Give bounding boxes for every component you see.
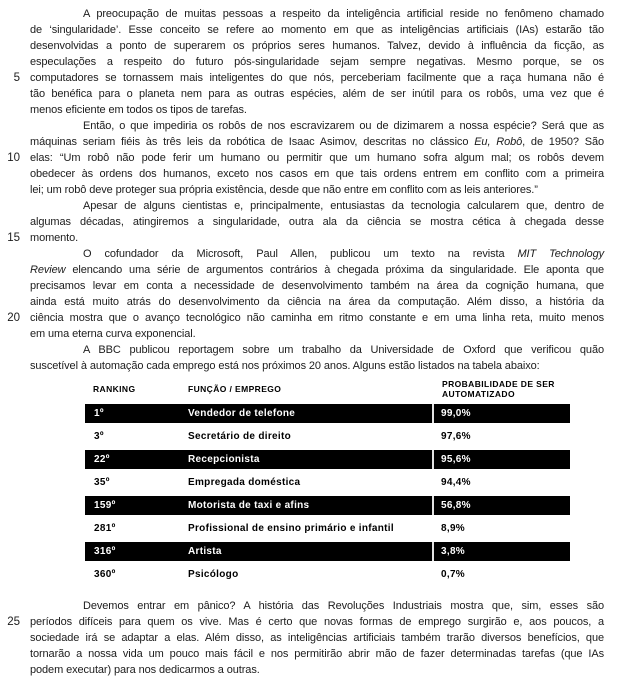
paragraph (7, 118, 604, 198)
table-row (85, 471, 570, 494)
text-line (7, 230, 604, 246)
text-line (7, 614, 604, 630)
table-cell-probability: 8,9% (441, 523, 465, 534)
text-run: A preocupação de muitas pessoas a respeito da inteligência artificial reside no fenômeno chamado (83, 8, 604, 20)
text-run: de ‘singularidade’. Esse conceito se refere ao momento em que as inteligências artificiais (IAs) estarão tão (30, 24, 604, 36)
table-cell-ranking: 281º (94, 523, 116, 534)
paragraph (7, 198, 604, 246)
text-line (30, 198, 604, 214)
table-row (85, 496, 570, 515)
table-cell-probability: 94,4% (441, 477, 471, 488)
text-run: podem executar) para nos dedicarmos a outras. (30, 664, 260, 676)
table-cell-job: Empregada doméstica (188, 477, 301, 488)
text-line (30, 262, 604, 278)
text-line (30, 662, 604, 678)
table-cell-probability: 0,7% (441, 569, 465, 580)
text-run: períodos difíceis para quem os vive. Mas é certo que novas formas de emprego surgirão e, aos poucos, a (30, 616, 604, 628)
margin-line-number: 10 (7, 152, 20, 164)
text-line (30, 326, 604, 342)
table-header-probability: PROBABILIDADE DE SER AUTOMATIZADO (442, 378, 555, 399)
table-row (85, 425, 570, 448)
paragraph (7, 246, 604, 342)
table-cell-ranking: 35º (94, 477, 110, 488)
text-line (30, 646, 604, 662)
text-run: Então, o que impediria os robôs de nos escravizarem ou de dizimarem a nossa espécie? Será que as (83, 120, 604, 132)
table-row (85, 404, 570, 423)
automation-probability-table (85, 376, 570, 586)
table-cell-job: Motorista de taxi e afins (188, 500, 310, 511)
text-run: especulações a respeito do futuro pós-singularidade sejam sempre negativas. Mesmo porque, se os (30, 56, 604, 68)
italic-text-run: MIT Technology (517, 248, 604, 260)
table-row (85, 542, 570, 561)
table-rows (85, 404, 570, 586)
text-line (30, 294, 604, 310)
table-cell-probability: 56,8% (432, 496, 570, 515)
text-line (30, 118, 604, 134)
text-run: tornarão a nossa vida um pouco mais fácil e nos permitirão abrir mão de fazer determinadas tarefas (que IAs (30, 648, 604, 660)
paragraph (30, 342, 604, 374)
text-line (30, 38, 604, 54)
table-cell-job: Artista (188, 546, 222, 557)
text-run: Apesar de alguns cientistas e, principalmente, entusiastas da tecnologia calcularem que, dentro de (83, 200, 604, 212)
table-cell-probability: 3,8% (432, 542, 570, 561)
text-run: suscetível à automação cada emprego está nos próximos 20 anos. Alguns estão listados na tabela abaixo: (30, 360, 540, 372)
text-line (30, 86, 604, 102)
table-row (85, 450, 570, 469)
paragraph (7, 598, 604, 678)
table-cell-job: Vendedor de telefone (188, 408, 296, 419)
text-line (30, 166, 604, 182)
text-run: , de 1950? São (522, 136, 604, 148)
table-cell-job: Secretário de direito (188, 431, 291, 442)
text-line (30, 22, 604, 38)
text-run: máquinas seriam fiéis às três leis da robótica de Isaac Asimov, descritas no clássico (30, 136, 475, 148)
text-run: A BBC publicou reportagem sobre um trabalho da Universidade de Oxford que verificou quão (83, 344, 604, 356)
text-line (30, 134, 604, 150)
table-cell-job: Recepcionista (188, 454, 260, 465)
text-line (30, 246, 604, 262)
text-line (30, 358, 604, 374)
table-cell-probability: 95,6% (432, 450, 570, 469)
text-run: desenvolvidas a ponto de superarem os próprios seres humanos. Talvez, devido à influência da ficção, as (30, 40, 604, 52)
text-line (30, 54, 604, 70)
text-run: tão benéfica para o planeta nem para as outras espécies, além de ser inútil para os robôs, uma vez que é (30, 88, 604, 100)
table-header-ranking: RANKING (93, 383, 136, 394)
text-run: lei; um robô deve proteger sua própria existência, desde que não entre em conflito com as leis anteriores.” (30, 184, 538, 196)
margin-line-number: 25 (7, 616, 20, 628)
text-line (30, 278, 604, 294)
text-run: Devemos entrar em pânico? A história das Revoluções Industriais mostra que, sim, esses são (83, 600, 604, 612)
margin-line-number: 20 (7, 312, 20, 324)
text-body-after-table (7, 598, 604, 678)
table-cell-ranking: 159º (94, 500, 116, 511)
text-run: sociedade irá se adaptar a elas. Além disso, as inteligências artificiais também trarão diversos benefícios, que (30, 632, 604, 644)
text-run: computadores se tornassem mais inteligentes do que nós, perceberiam facilmente que a raça humana não é (30, 72, 604, 84)
text-body-before-table (7, 6, 604, 374)
text-line (30, 342, 604, 358)
italic-text-run: Eu, Robô (474, 136, 523, 148)
table-header-row (85, 376, 570, 402)
text-line (13, 70, 604, 86)
margin-line-number: 5 (13, 72, 20, 84)
table-cell-ranking: 1º (94, 408, 104, 419)
table-cell-ranking: 316º (94, 546, 116, 557)
table-cell-ranking: 360º (94, 569, 116, 580)
table-cell-probability: 99,0% (432, 404, 570, 423)
text-run: O cofundador da Microsoft, Paul Allen, publicou um texto na revista (83, 248, 518, 260)
text-run: elas: “Um robô não pode ferir um humano ou permitir que um humano sofra algum mal; os robôs devem (30, 152, 604, 164)
text-line (30, 214, 604, 230)
text-run: ainda está muito atrás do desenvolvimento da ciência na área da computação. Além disso, a história da (30, 296, 604, 308)
text-run: menos eficiente em todos os tipos de tarefas. (30, 104, 247, 116)
text-line (30, 182, 604, 198)
text-line (30, 598, 604, 614)
margin-line-number: 15 (7, 232, 20, 244)
table-cell-ranking: 3º (94, 431, 104, 442)
table-row (85, 517, 570, 540)
table-cell-probability: 97,6% (441, 431, 471, 442)
italic-text-run: Review (30, 264, 66, 276)
text-line (7, 150, 604, 166)
text-run: momento. (30, 232, 79, 244)
text-line (30, 630, 604, 646)
text-line (30, 6, 604, 22)
table-row (85, 563, 570, 586)
text-line (7, 310, 604, 326)
text-line (30, 102, 604, 118)
text-run: obedecer às ordens dos humanos, exceto nos casos em que tais ordens entrem em conflito com a primeira (30, 168, 604, 180)
text-run: ciência mostra que o avanço tecnológico não caminha em ritmo constante e em uma linha reta, muito menos (30, 312, 604, 324)
table-cell-ranking: 22º (94, 454, 110, 465)
text-run: elencando uma série de argumentos contrários à chegada próxima da singularidade. Ele aponta que (65, 264, 604, 276)
paragraph (13, 6, 604, 118)
text-run: algumas décadas, atingiremos a singularidade, outra ala da ciência se mostra cética à chegada desse (30, 216, 604, 228)
text-run: em uma eterna curva exponencial. (30, 328, 196, 340)
table-header-job: FUNÇÃO / EMPREGO (188, 383, 282, 394)
table-cell-job: Profissional de ensino primário e infantil (188, 523, 394, 534)
text-run: precisamos levar em conta a necessidade de desenvolvimento também na área da cognição humana, que (30, 280, 604, 292)
table-cell-job: Psicólogo (188, 569, 239, 580)
